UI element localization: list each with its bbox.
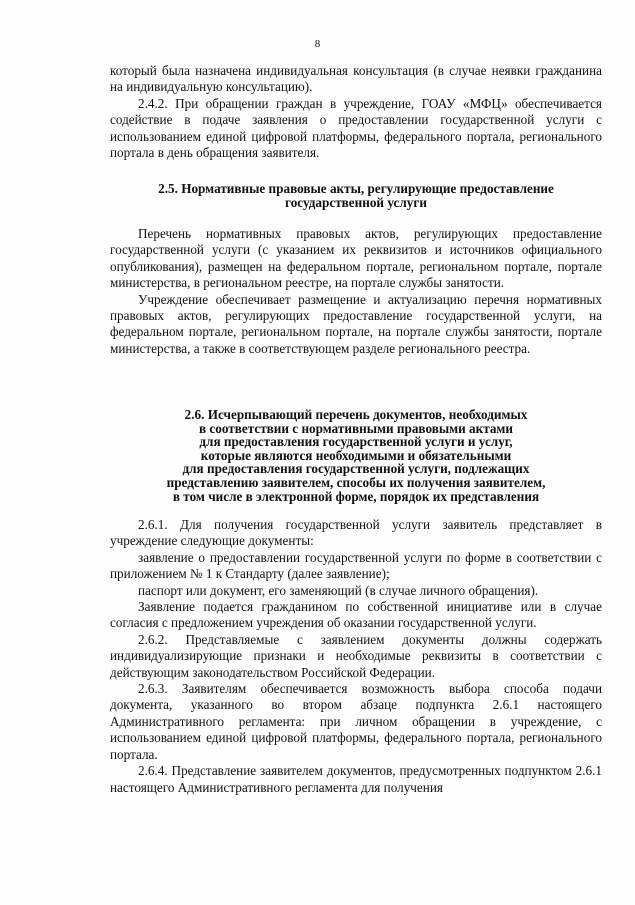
heading-line: для предоставления государственной услуги, подлежащих [182,461,530,477]
paragraph: который была назначена индивидуальная консультация (в случае неявки гражданина на индивидуальную консультацию). [110,63,602,95]
paragraph: 2.4.2. При обращении граждан в учреждение, ГОАУ «МФЦ» обеспечивается содействие в подаче заявления о предоставлении государственной услуги с использованием единой цифровой платформы, федерального портала, регионального портала в день обращения заявителя. [110,95,602,161]
heading-line: представлению заявителем, способы их получения заявителем, [166,474,546,490]
page-number: 8 [314,38,321,50]
paragraph: Учреждение обеспечивает размещение и актуализацию перечня нормативных правовых актов, регулирующих предоставление государственной услуги, на федеральном портале, региональном портале, на портале службы занятости, портале министерства, а также в соответствующем разделе регионального реестра. [110,291,602,356]
section-heading-2-6 [110,408,602,503]
top-text-block [110,63,602,161]
heading-line: 2.5. Нормативные правовые акты, регулирующие предоставление [158,181,554,196]
paragraph: 2.6.1. Для получения государственной услуги заявитель представляет в учреждение следующие документы: [110,517,602,549]
section-2-6-text [110,517,602,796]
heading-line: которые являются необходимыми и обязательными [200,447,512,463]
paragraph: заявление о предоставлении государственной услуги по форме в соответствии с приложением № 1 к Стандарту (далее заявление); [110,549,602,582]
paragraph: 2.6.4. Представление заявителем документов, предусмотренных подпунктом 2.6.1 настоящего Административного регламента для получения [110,763,602,795]
section-2-5-text [110,226,602,357]
heading-line: в том числе в электронной форме, порядок их представления [172,488,540,504]
heading-line: в соответствии с нормативными правовыми актами [198,420,514,436]
heading-line: для предоставления государственной услуги и услуг, [199,434,513,450]
paragraph: паспорт или документ, его заменяющий (в случае личного обращения). [138,582,539,598]
paragraph: Заявление подается гражданином по собственной инициативе или в случае согласия с предложением учреждения об оказании государственной услуги. [110,599,602,631]
heading-line: государственной услуги [285,194,427,210]
heading-line: 2.6. Исчерпывающий перечень документов, необходимых [184,407,528,422]
paragraph: Перечень нормативных правовых актов, регулирующих предоставление государственной услуги (с указанием их реквизитов и источников официального опубликования), размещен на федеральном портале, региональном портале, портале министерства, в региональном реестре, на портале службы занятости. [110,226,602,291]
paragraph: 2.6.2. Представляемые с заявлением документы должны содержать индивидуализирующие признаки и необходимые реквизиты в соответствии с действующим законодательством Российской Федерации. [110,631,602,680]
section-heading-2-5 [110,182,602,209]
paragraph: 2.6.3. Заявителям обеспечивается возможность выбора способа подачи документа, указанного во втором абзаце подпункта 2.6.1 настоящего Административного регламента: при личном обращении в учреждение, с использованием единой цифровой платформы, федерального портала, регионального портала. [110,681,602,762]
